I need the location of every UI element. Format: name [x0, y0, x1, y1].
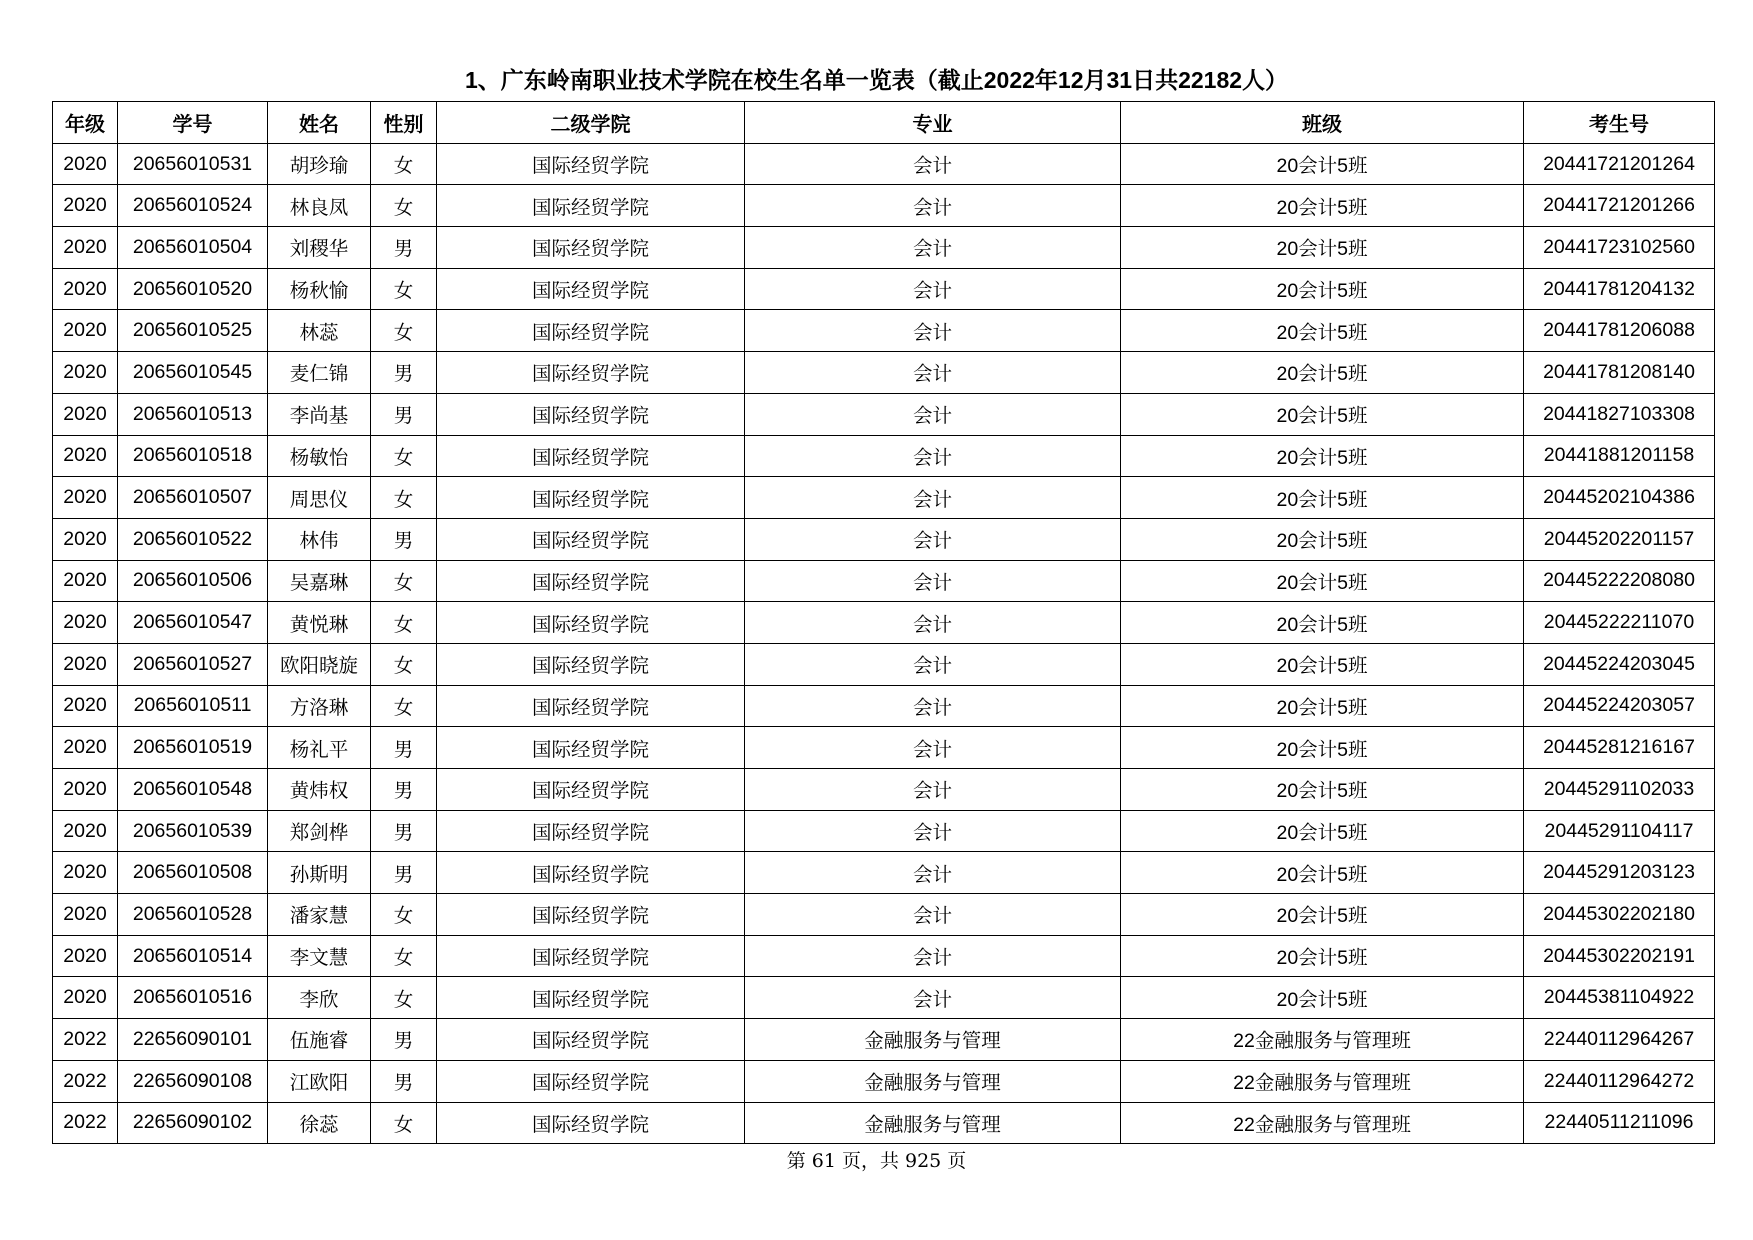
table-row	[53, 977, 1715, 1019]
cell-class: 20会计5班	[1121, 352, 1524, 394]
cell-exam-number: 20445281216167	[1524, 727, 1715, 769]
cell-major: 会计	[745, 727, 1121, 769]
cell-grade: 2020	[53, 643, 118, 685]
cell-grade: 2020	[53, 977, 118, 1019]
cell-student-id: 20656010524	[118, 185, 268, 227]
table-row	[53, 935, 1715, 977]
cell-exam-number: 20445222211070	[1524, 602, 1715, 644]
cell-gender: 女	[371, 435, 437, 477]
table-row	[53, 352, 1715, 394]
cell-exam-number: 22440112964267	[1524, 1019, 1715, 1061]
cell-grade: 2020	[53, 894, 118, 936]
cell-class: 20会计5班	[1121, 769, 1524, 811]
cell-grade: 2020	[53, 602, 118, 644]
cell-college: 国际经贸学院	[437, 810, 745, 852]
cell-grade: 2022	[53, 1019, 118, 1061]
cell-gender: 女	[371, 685, 437, 727]
cell-class: 20会计5班	[1121, 935, 1524, 977]
cell-major: 会计	[745, 477, 1121, 519]
cell-exam-number: 20445224203045	[1524, 643, 1715, 685]
cell-gender: 女	[371, 643, 437, 685]
cell-name: 杨敏怡	[268, 435, 371, 477]
cell-major: 会计	[745, 352, 1121, 394]
table-row	[53, 852, 1715, 894]
cell-college: 国际经贸学院	[437, 602, 745, 644]
cell-major: 会计	[745, 310, 1121, 352]
cell-grade: 2020	[53, 393, 118, 435]
cell-gender: 男	[371, 810, 437, 852]
table-row	[53, 268, 1715, 310]
cell-name: 方洛琳	[268, 685, 371, 727]
cell-college: 国际经贸学院	[437, 1060, 745, 1102]
cell-name: 林蕊	[268, 310, 371, 352]
cell-major: 会计	[745, 977, 1121, 1019]
cell-student-id: 20656010514	[118, 935, 268, 977]
cell-major: 金融服务与管理	[745, 1102, 1121, 1144]
cell-student-id: 20656010528	[118, 894, 268, 936]
cell-student-id: 20656010508	[118, 852, 268, 894]
cell-class: 20会计5班	[1121, 143, 1524, 185]
cell-grade: 2020	[53, 810, 118, 852]
cell-class: 20会计5班	[1121, 268, 1524, 310]
table-row	[53, 727, 1715, 769]
cell-student-id: 22656090108	[118, 1060, 268, 1102]
cell-major: 会计	[745, 435, 1121, 477]
cell-exam-number: 20441781206088	[1524, 310, 1715, 352]
cell-grade: 2020	[53, 727, 118, 769]
table-row	[53, 769, 1715, 811]
cell-name: 徐蕊	[268, 1102, 371, 1144]
header-grade: 年级	[53, 102, 118, 144]
cell-gender: 男	[371, 852, 437, 894]
cell-college: 国际经贸学院	[437, 310, 745, 352]
table-row	[53, 227, 1715, 269]
cell-exam-number: 20445224203057	[1524, 685, 1715, 727]
cell-exam-number: 20441781208140	[1524, 352, 1715, 394]
cell-major: 会计	[745, 268, 1121, 310]
cell-gender: 女	[371, 143, 437, 185]
cell-grade: 2020	[53, 852, 118, 894]
cell-class: 20会计5班	[1121, 518, 1524, 560]
cell-exam-number: 20445291203123	[1524, 852, 1715, 894]
table-row	[53, 143, 1715, 185]
cell-class: 20会计5班	[1121, 894, 1524, 936]
cell-exam-number: 20441827103308	[1524, 393, 1715, 435]
cell-exam-number: 22440511211096	[1524, 1102, 1715, 1144]
cell-student-id: 20656010531	[118, 143, 268, 185]
cell-exam-number: 20441723102560	[1524, 227, 1715, 269]
cell-grade: 2020	[53, 310, 118, 352]
cell-student-id: 20656010545	[118, 352, 268, 394]
cell-major: 会计	[745, 602, 1121, 644]
cell-major: 会计	[745, 894, 1121, 936]
cell-class: 20会计5班	[1121, 643, 1524, 685]
cell-exam-number: 20445222208080	[1524, 560, 1715, 602]
cell-class: 20会计5班	[1121, 227, 1524, 269]
cell-grade: 2020	[53, 435, 118, 477]
table-row	[53, 393, 1715, 435]
cell-major: 会计	[745, 560, 1121, 602]
cell-gender: 男	[371, 352, 437, 394]
cell-major: 金融服务与管理	[745, 1019, 1121, 1061]
cell-major: 会计	[745, 227, 1121, 269]
table-row	[53, 894, 1715, 936]
cell-college: 国际经贸学院	[437, 685, 745, 727]
cell-student-id: 20656010527	[118, 643, 268, 685]
table-row	[53, 560, 1715, 602]
cell-student-id: 20656010519	[118, 727, 268, 769]
cell-grade: 2022	[53, 1060, 118, 1102]
cell-name: 胡珍瑜	[268, 143, 371, 185]
cell-gender: 女	[371, 935, 437, 977]
cell-name: 周思仪	[268, 477, 371, 519]
table-row	[53, 685, 1715, 727]
cell-exam-number: 20441721201264	[1524, 143, 1715, 185]
table-row	[53, 518, 1715, 560]
cell-college: 国际经贸学院	[437, 185, 745, 227]
cell-class: 20会计5班	[1121, 727, 1524, 769]
header-major: 专业	[745, 102, 1121, 144]
cell-college: 国际经贸学院	[437, 560, 745, 602]
cell-student-id: 20656010513	[118, 393, 268, 435]
cell-college: 国际经贸学院	[437, 227, 745, 269]
cell-gender: 男	[371, 1019, 437, 1061]
table-row	[53, 643, 1715, 685]
cell-gender: 男	[371, 1060, 437, 1102]
table-row	[53, 1102, 1715, 1144]
cell-exam-number: 20445202201157	[1524, 518, 1715, 560]
cell-exam-number: 20445291104117	[1524, 810, 1715, 852]
cell-gender: 男	[371, 227, 437, 269]
cell-class: 20会计5班	[1121, 560, 1524, 602]
cell-major: 会计	[745, 852, 1121, 894]
cell-class: 20会计5班	[1121, 477, 1524, 519]
cell-name: 欧阳晓旋	[268, 643, 371, 685]
cell-grade: 2020	[53, 227, 118, 269]
cell-major: 会计	[745, 685, 1121, 727]
cell-exam-number: 20445381104922	[1524, 977, 1715, 1019]
cell-name: 黄炜权	[268, 769, 371, 811]
cell-college: 国际经贸学院	[437, 393, 745, 435]
cell-gender: 女	[371, 977, 437, 1019]
cell-college: 国际经贸学院	[437, 143, 745, 185]
cell-grade: 2020	[53, 769, 118, 811]
page-footer: 第 61 页，共 925 页	[786, 1150, 967, 1172]
cell-name: 李欣	[268, 977, 371, 1019]
cell-college: 国际经贸学院	[437, 352, 745, 394]
cell-major: 会计	[745, 810, 1121, 852]
header-gender: 性别	[371, 102, 437, 144]
cell-gender: 男	[371, 769, 437, 811]
cell-class: 20会计5班	[1121, 393, 1524, 435]
header-class: 班级	[1121, 102, 1524, 144]
header-college: 二级学院	[437, 102, 745, 144]
cell-name: 林良凤	[268, 185, 371, 227]
cell-major: 会计	[745, 935, 1121, 977]
cell-exam-number: 20445302202191	[1524, 935, 1715, 977]
cell-student-id: 20656010511	[118, 685, 268, 727]
cell-major: 会计	[745, 643, 1121, 685]
cell-grade: 2020	[53, 560, 118, 602]
header-exam-number: 考生号	[1524, 102, 1715, 144]
table-row	[53, 1060, 1715, 1102]
cell-name: 吴嘉琳	[268, 560, 371, 602]
cell-college: 国际经贸学院	[437, 852, 745, 894]
cell-exam-number: 20441881201158	[1524, 435, 1715, 477]
table-row	[53, 810, 1715, 852]
cell-student-id: 20656010518	[118, 435, 268, 477]
cell-college: 国际经贸学院	[437, 935, 745, 977]
cell-grade: 2020	[53, 143, 118, 185]
cell-gender: 女	[371, 560, 437, 602]
cell-gender: 男	[371, 518, 437, 560]
cell-student-id: 22656090101	[118, 1019, 268, 1061]
cell-student-id: 20656010547	[118, 602, 268, 644]
cell-student-id: 20656010504	[118, 227, 268, 269]
cell-college: 国际经贸学院	[437, 1019, 745, 1061]
cell-class: 20会计5班	[1121, 435, 1524, 477]
cell-student-id: 20656010520	[118, 268, 268, 310]
student-roster-table	[52, 101, 1715, 1144]
table-row	[53, 435, 1715, 477]
cell-exam-number: 20445302202180	[1524, 894, 1715, 936]
cell-gender: 女	[371, 1102, 437, 1144]
cell-college: 国际经贸学院	[437, 477, 745, 519]
cell-grade: 2020	[53, 685, 118, 727]
cell-name: 江欧阳	[268, 1060, 371, 1102]
cell-exam-number: 22440112964272	[1524, 1060, 1715, 1102]
cell-name: 伍施睿	[268, 1019, 371, 1061]
cell-student-id: 22656090102	[118, 1102, 268, 1144]
cell-student-id: 20656010525	[118, 310, 268, 352]
cell-class: 22金融服务与管理班	[1121, 1060, 1524, 1102]
cell-gender: 女	[371, 894, 437, 936]
cell-college: 国际经贸学院	[437, 643, 745, 685]
cell-name: 杨礼平	[268, 727, 371, 769]
cell-student-id: 20656010516	[118, 977, 268, 1019]
cell-gender: 男	[371, 393, 437, 435]
cell-class: 20会计5班	[1121, 185, 1524, 227]
cell-class: 22金融服务与管理班	[1121, 1102, 1524, 1144]
cell-grade: 2020	[53, 185, 118, 227]
table-row	[53, 602, 1715, 644]
cell-name: 黄悦琳	[268, 602, 371, 644]
cell-grade: 2020	[53, 352, 118, 394]
cell-name: 郑剑桦	[268, 810, 371, 852]
cell-major: 会计	[745, 518, 1121, 560]
cell-college: 国际经贸学院	[437, 769, 745, 811]
cell-exam-number: 20441781204132	[1524, 268, 1715, 310]
cell-gender: 男	[371, 727, 437, 769]
cell-college: 国际经贸学院	[437, 727, 745, 769]
cell-class: 20会计5班	[1121, 810, 1524, 852]
cell-gender: 女	[371, 602, 437, 644]
cell-gender: 女	[371, 477, 437, 519]
cell-gender: 女	[371, 310, 437, 352]
cell-college: 国际经贸学院	[437, 518, 745, 560]
cell-student-id: 20656010522	[118, 518, 268, 560]
cell-exam-number: 20445202104386	[1524, 477, 1715, 519]
cell-student-id: 20656010506	[118, 560, 268, 602]
page-title: 1、广东岭南职业技术学院在校生名单一览表（截止2022年12月31日共22182人）	[464, 67, 1289, 93]
cell-name: 李尚基	[268, 393, 371, 435]
cell-name: 麦仁锦	[268, 352, 371, 394]
cell-student-id: 20656010548	[118, 769, 268, 811]
cell-class: 20会计5班	[1121, 310, 1524, 352]
cell-grade: 2020	[53, 268, 118, 310]
cell-grade: 2022	[53, 1102, 118, 1144]
cell-name: 刘稷华	[268, 227, 371, 269]
cell-name: 林伟	[268, 518, 371, 560]
cell-class: 20会计5班	[1121, 852, 1524, 894]
table-row	[53, 1019, 1715, 1061]
cell-gender: 女	[371, 185, 437, 227]
table-row	[53, 310, 1715, 352]
cell-student-id: 20656010507	[118, 477, 268, 519]
cell-exam-number: 20445291102033	[1524, 769, 1715, 811]
cell-major: 会计	[745, 769, 1121, 811]
table-row	[53, 477, 1715, 519]
header-student-id: 学号	[118, 102, 268, 144]
cell-class: 20会计5班	[1121, 977, 1524, 1019]
cell-grade: 2020	[53, 518, 118, 560]
cell-name: 杨秋愉	[268, 268, 371, 310]
cell-class: 20会计5班	[1121, 685, 1524, 727]
cell-name: 李文慧	[268, 935, 371, 977]
cell-name: 孙斯明	[268, 852, 371, 894]
table-body	[53, 143, 1715, 1144]
cell-college: 国际经贸学院	[437, 268, 745, 310]
table-row	[53, 185, 1715, 227]
cell-college: 国际经贸学院	[437, 435, 745, 477]
cell-gender: 女	[371, 268, 437, 310]
cell-name: 潘家慧	[268, 894, 371, 936]
cell-grade: 2020	[53, 477, 118, 519]
cell-class: 22金融服务与管理班	[1121, 1019, 1524, 1061]
cell-college: 国际经贸学院	[437, 1102, 745, 1144]
table-header-row	[53, 102, 1715, 144]
cell-major: 会计	[745, 143, 1121, 185]
cell-grade: 2020	[53, 935, 118, 977]
cell-student-id: 20656010539	[118, 810, 268, 852]
cell-college: 国际经贸学院	[437, 977, 745, 1019]
header-name: 姓名	[268, 102, 371, 144]
cell-exam-number: 20441721201266	[1524, 185, 1715, 227]
cell-major: 会计	[745, 185, 1121, 227]
cell-class: 20会计5班	[1121, 602, 1524, 644]
cell-major: 会计	[745, 393, 1121, 435]
cell-major: 金融服务与管理	[745, 1060, 1121, 1102]
cell-college: 国际经贸学院	[437, 894, 745, 936]
